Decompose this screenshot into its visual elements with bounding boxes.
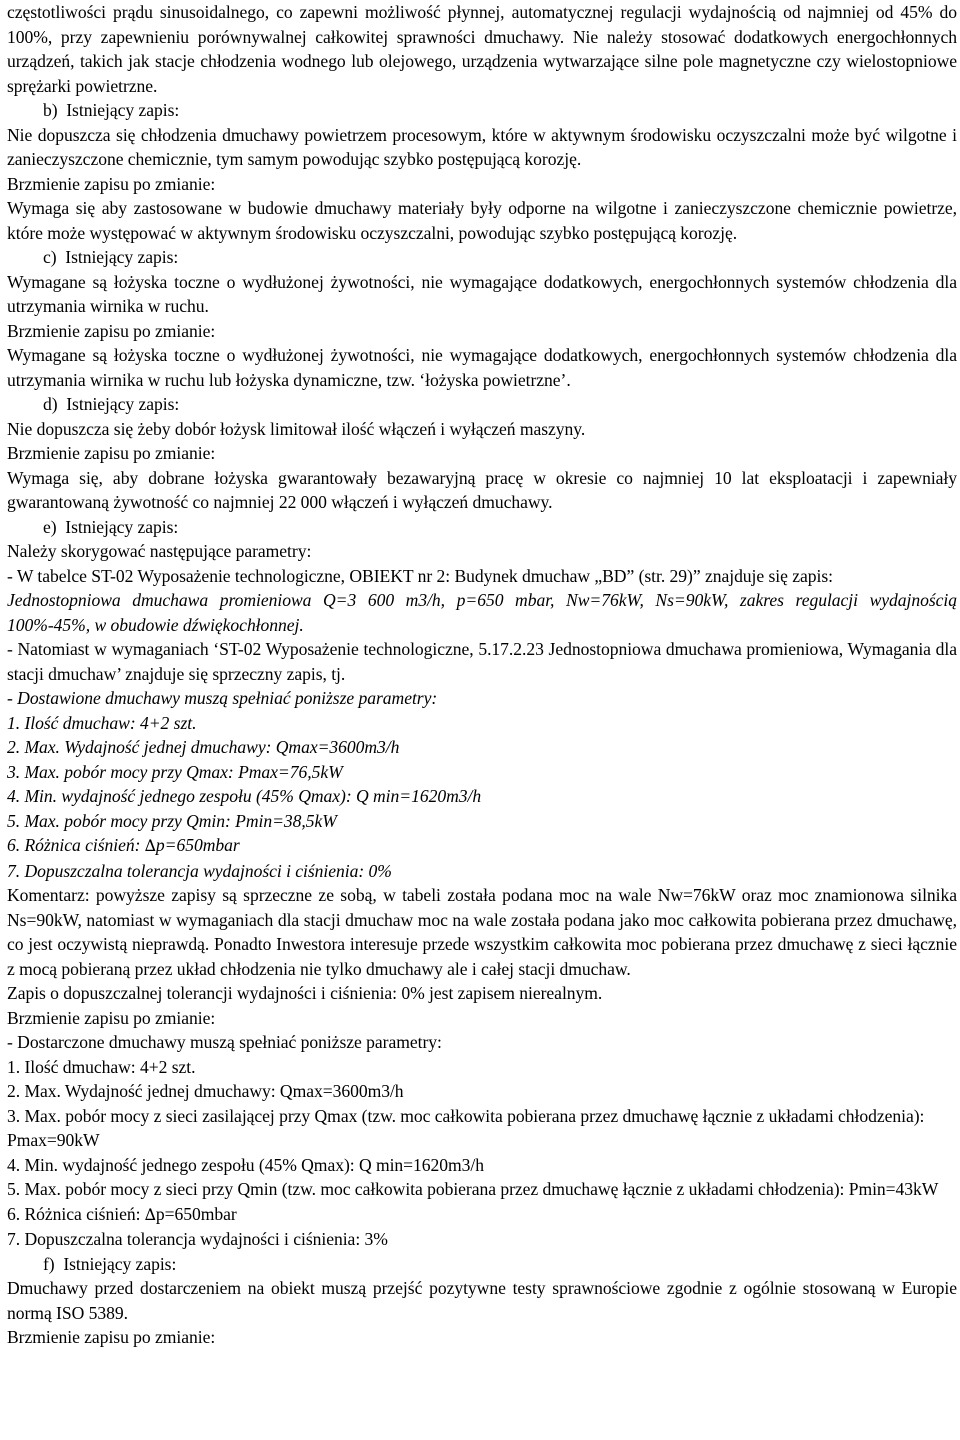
old-params-intro: - Dostawione dmuchawy muszą spełniać poniższe parametry: — [7, 688, 438, 708]
new-param-item: 2. Max. Wydajność jednej dmuchawy: Qmax=3600m3/h — [7, 1081, 404, 1101]
section-c-new: Wymagane są łożyska toczne o wydłużonej żywotności, nie wymagające dodatkowych, energochłonnych systemów chłodzenia dla utrzymania wirnika w ruchu lub łożyska dynamiczne, tzw. ‘łożyska powietrzne’. — [7, 345, 957, 390]
old-param-item: 5. Max. pobór mocy przy Qmin: Pmin=38,5kW — [7, 810, 337, 831]
old-param-item: 3. Max. pobór mocy przy Qmax: Pmax=76,5kW — [7, 761, 343, 782]
section-d-existing: Nie dopuszcza się żeby dobór łożysk limitował ilość włączeń i wyłączeń maszyny. — [7, 418, 586, 439]
section-b-heading: b) Istniejący zapis: — [43, 100, 180, 120]
tolerance-note: Zapis o dopuszczalnej tolerancji wydajności i ciśnienia: 0% jest zapisem nierealnym. — [7, 983, 603, 1003]
old-param-item: 1. Ilość dmuchaw: 4+2 szt. — [7, 712, 197, 733]
new-param-item: 4. Min. wydajność jednego zespołu (45% Qmax): Q min=1620m3/h — [7, 1154, 484, 1175]
section-b-new: Wymaga się aby zastosowane w budowie dmuchawy materiały były odporne na wilgotne i zanieczyszczone chemicznie powietrze, które może występować w aktywnym środowisku oczyszczalni, powodując szybko postępującą korozję. — [7, 198, 957, 243]
section-e-requirements-reference: - Natomiast w wymaganiach ‘ST-02 Wyposażenie technologiczne, 5.17.2.23 Jednostopniowa dmuchawa promieniowa, Wymagania dla stacji dmuchaw’ znajduje się sprzeczny zapis, tj. — [7, 639, 957, 684]
section-d-new: Wymaga się, aby dobrane łożyska gwarantowały bezawaryjną pracę w okresie co najmniej 10 lat eksploatacji i zapewniały gwarantowaną żywotność co najmniej 22 000 włączeń i wyłączeń dmuchawy. — [7, 467, 957, 512]
section-c-existing: Wymagane są łożyska toczne o wydłużonej żywotności, nie wymagające dodatkowych, energochłonnych systemów chłodzenia dla utrzymania wirnika w ruchu. — [7, 271, 957, 316]
new-param-item-pressure — [7, 1202, 957, 1228]
old-param-pressure-label: 6. Różnica ciśnień: — [7, 835, 145, 855]
new-param-item: 5. Max. pobór mocy z sieci przy Qmin (tzw. moc całkowita pobierana przez dmuchawę łącznie z układami chłodzenia): Pmin=43kW — [7, 1179, 939, 1199]
section-d-after-label: Brzmienie zapisu po zmianie: — [7, 443, 216, 463]
section-e-intro: Należy skorygować następujące parametry: — [7, 541, 312, 561]
new-param-item: 3. Max. pobór mocy z sieci zasilającej przy Qmax (tzw. moc całkowita pobierana przez dmuchawę łącznie z układami chłodzenia): Pmax=90kW — [7, 1105, 925, 1150]
old-param-item: 4. Min. wydajność jednego zespołu (45% Qmax): Q min=1620m3/h — [7, 786, 482, 806]
old-param-pressure-value: p=650mbar — [155, 835, 240, 855]
section-c-heading: c) Istniejący zapis: — [43, 247, 179, 267]
section-e-quoted-entry: Jednostopniowa dmuchawa promieniowa Q=3 600 m3/h, p=650 mbar, Nw=76kW, Ns=90kW, zakres regulacji wydajnością 100%-45%, w obudowie dźwiękochłonnej. — [7, 590, 957, 635]
new-param-item: 1. Ilość dmuchaw: 4+2 szt. — [7, 1056, 196, 1077]
delta-symbol: ∆ — [144, 836, 156, 855]
section-b-after-label: Brzmienie zapisu po zmianie: — [7, 173, 216, 194]
section-e-after-label: Brzmienie zapisu po zmianie: — [7, 1007, 216, 1028]
comment-paragraph: Komentarz: powyższe zapisy są sprzeczne ze sobą, w tabeli została podana moc na wale Nw=76kW oraz moc znamionowa silnika Ns=90kW, natomiast w wymaganiach dla stacji dmuchaw moc na wale została podana jako moc całkowita pobierana przez dmuchawę, co jest oczywistą nieprawdą. Ponadto Inwestora interesuje przede wszystkim całkowita moc pobierana przez dmuchawę z sieci łącznie z mocą pobieraną przez układ chłodzenia nie tylko dmuchawy ale i całej stacji dmuchaw. — [7, 885, 957, 979]
section-e-heading: e) Istniejący zapis: — [43, 516, 179, 537]
section-f-existing: Dmuchawy przed dostarczeniem na obiekt muszą przejść pozytywne testy sprawnościowe zgodnie z ogólnie stosowaną w Europie normą ISO 5389. — [7, 1278, 957, 1323]
section-d-heading: d) Istniejący zapis: — [43, 394, 180, 414]
section-f-heading: f) Istniejący zapis: — [43, 1253, 177, 1274]
section-b-existing: Nie dopuszcza się chłodzenia dmuchawy powietrzem procesowym, które w aktywnym środowisku oczyszczalni może być wilgotne i zanieczyszczone chemicznie, tym samym powodując szybko postępującą korozję. — [7, 124, 957, 169]
document-page — [7, 0, 957, 1350]
delta-symbol: ∆ — [144, 1204, 156, 1224]
section-f-after-label: Brzmienie zapisu po zmianie: — [7, 1327, 216, 1347]
paragraph-intro: częstotliwości prądu sinusoidalnego, co zapewni możliwość płynnej, automatycznej regulacji wydajnością od najmniej od 45% do 100%, przy zapewnieniu porównywalnej całkowitej sprawności dmuchawy. Nie należy stosować dodatkowych energochłonnych urządzeń, takich jak stacje chłodzenia wodnego lub olejowego, urządzenia wytwarzające silne pole magnetyczne czy wielostopniowe sprężarki powietrzne. — [7, 2, 957, 96]
old-param-item: 2. Max. Wydajność jednej dmuchawy: Qmax=3600m3/h — [7, 737, 400, 757]
new-param-pressure-label: 6. Różnica ciśnień: — [7, 1203, 145, 1224]
old-param-item-pressure — [7, 833, 957, 859]
new-param-item: 7. Dopuszczalna tolerancja wydajności i ciśnienia: 3% — [7, 1229, 388, 1249]
section-e-table-reference: - W tabelce ST-02 Wyposażenie technologiczne, OBIEKT nr 2: Budynek dmuchaw „BD” (str. 29)” znajduje się zapis: — [7, 565, 833, 586]
new-param-pressure-value: p=650mbar — [155, 1203, 237, 1224]
section-c-after-label: Brzmienie zapisu po zmianie: — [7, 320, 216, 341]
new-params-intro: - Dostarczone dmuchawy muszą spełniać poniższe parametry: — [7, 1032, 442, 1052]
old-param-item: 7. Dopuszczalna tolerancja wydajności i ciśnienia: 0% — [7, 860, 392, 881]
